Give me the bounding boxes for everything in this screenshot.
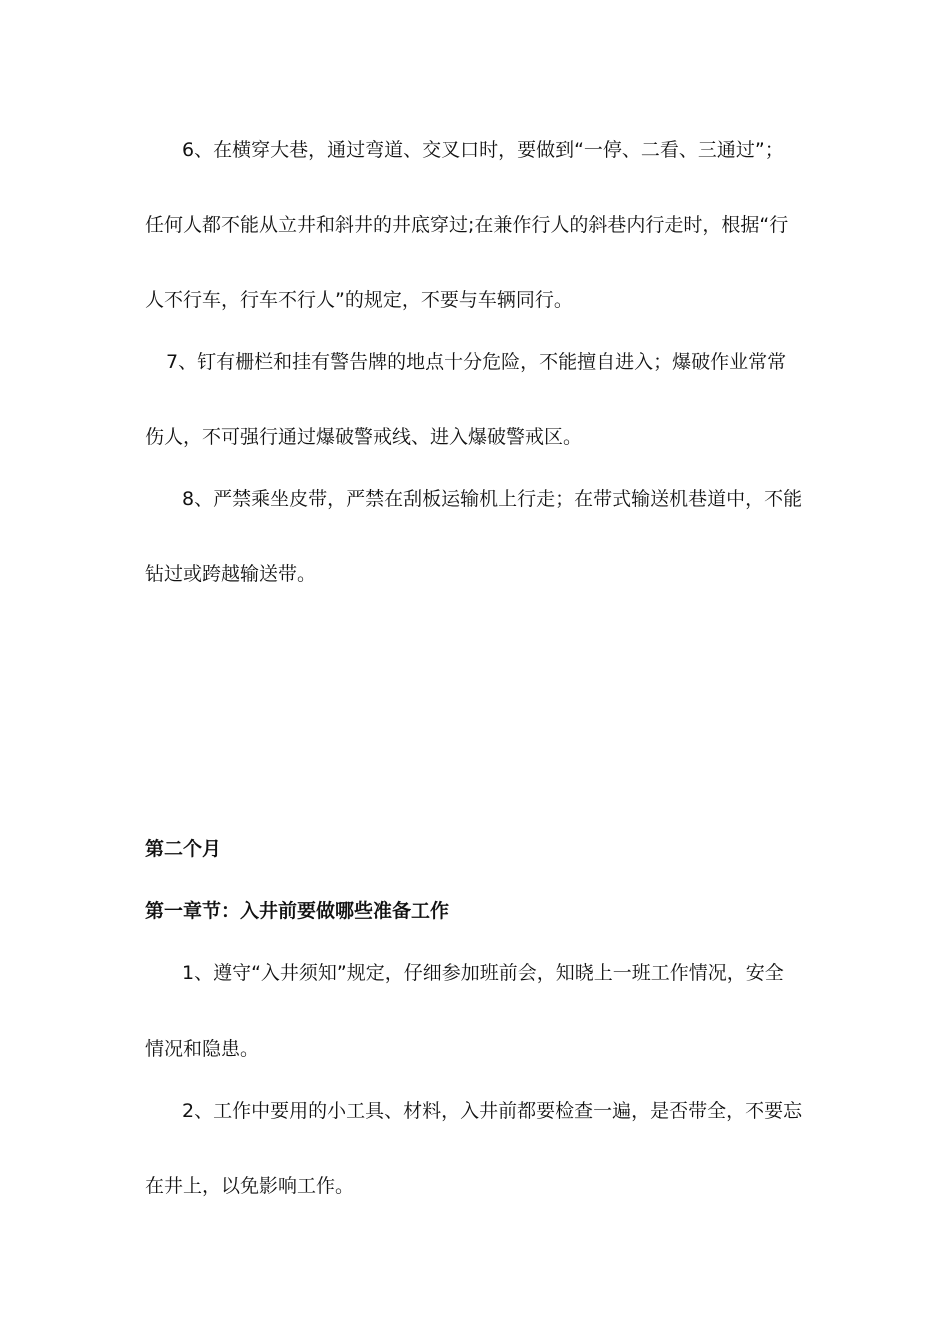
paragraph-7-line-1: 7、钉有栅栏和挂有警告牌的地点十分危险，不能擅自进入；爆破作业常常 [166,351,787,373]
item-1-line-2: 情况和隐患。 [145,1038,260,1060]
paragraph-6-line-2: 任何人都不能从立井和斜井的井底穿过;在兼作行人的斜巷内行走时，根据“行 [145,214,789,236]
paragraph-7-line-2: 伤人，不可强行通过爆破警戒线、进入爆破警戒区。 [145,426,583,448]
paragraph-6-line-1: 6、在横穿大巷，通过弯道、交叉口时，要做到“一停、二看、三通过”； [182,139,784,161]
item-2-line-1: 2、工作中要用的小工具、材料，入井前都要检查一遍，是否带全，不要忘 [182,1100,803,1122]
item-2-line-2: 在井上，以免影响工作。 [145,1175,355,1197]
item-1-line-1: 1、遵守“入井须知”规定，仔细参加班前会，知晓上一班工作情况，安全 [182,962,784,984]
paragraph-6-line-3: 人不行车，行车不行人”的规定，不要与车辆同行。 [145,289,573,311]
chapter-title: 第一章节：入井前要做哪些准备工作 [145,900,450,922]
section-title: 第二个月 [145,838,222,860]
paragraph-8-line-1: 8、严禁乘坐皮带，严禁在刮板运输机上行走；在带式输送机巷道中，不能 [182,488,803,510]
paragraph-8-line-2: 钻过或跨越输送带。 [145,563,317,585]
